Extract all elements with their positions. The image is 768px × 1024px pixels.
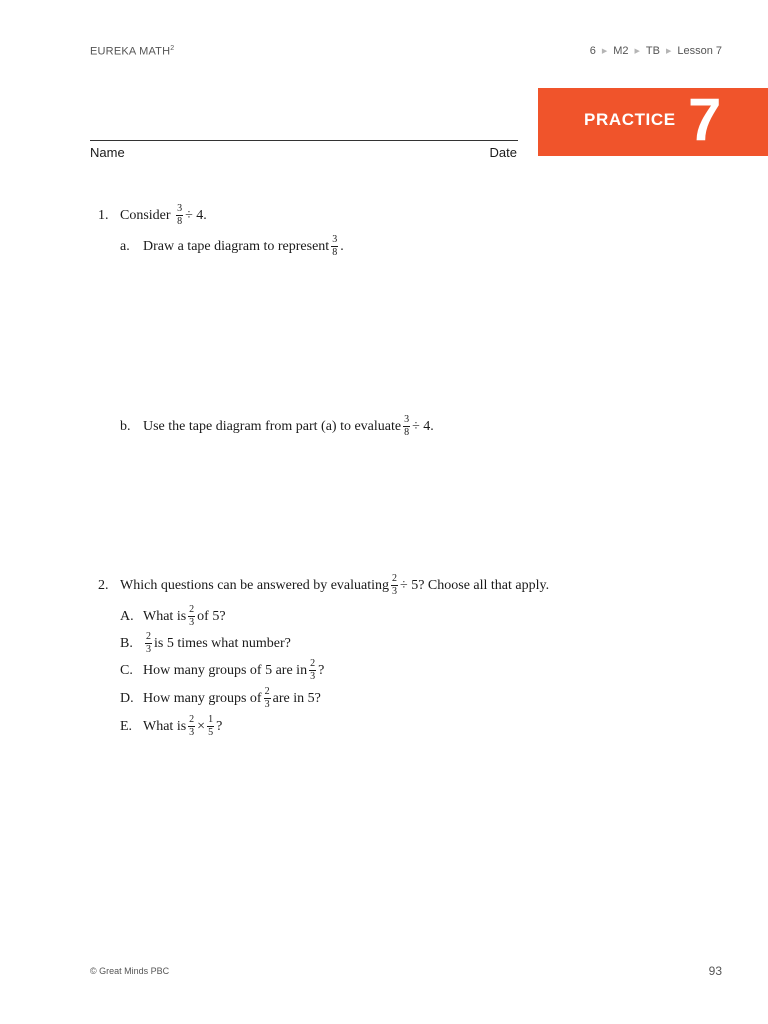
practice-banner xyxy=(538,88,768,156)
fraction: $\frac{3}{8}$ xyxy=(177,203,183,227)
option-text-tail: is 5 times what number? xyxy=(154,635,291,651)
page-number: 93 xyxy=(708,964,722,978)
option-letter: D. xyxy=(120,690,134,706)
practice-label: PRACTICE xyxy=(584,110,676,129)
option-text-tail: of 5? xyxy=(197,608,226,624)
fraction: $\frac{2}{3}$ xyxy=(146,631,151,655)
breadcrumb-lesson: Lesson 7 xyxy=(677,45,722,57)
part-text-tail: . xyxy=(340,238,344,254)
option-text-tail: ? xyxy=(318,662,325,678)
fraction: $\frac{1}{5}$ xyxy=(208,714,214,738)
breadcrumb xyxy=(590,45,722,57)
fraction: $\frac{2}{3}$ xyxy=(264,686,270,710)
option-text: How many groups of xyxy=(143,690,262,706)
fraction: $\frac{2}{3}$ xyxy=(392,573,398,597)
breadcrumb-grade: 6 xyxy=(589,45,596,57)
option-c[interactable] xyxy=(120,659,324,682)
question-text: Which questions can be answered by evaluating xyxy=(120,577,390,593)
option-text-tail: ? xyxy=(216,718,223,734)
name-date-line xyxy=(90,140,518,141)
part-letter: b. xyxy=(120,418,131,434)
option-letter: C. xyxy=(120,662,133,678)
fraction: $\frac{3}{8}$ xyxy=(404,414,410,438)
fraction: $\frac{3}{8}$ xyxy=(332,234,338,258)
option-e[interactable] xyxy=(120,715,222,738)
breadcrumb-module: M2 xyxy=(613,45,629,57)
breadcrumb-separator-icon: ▶ xyxy=(601,48,608,55)
question-1a xyxy=(120,235,344,258)
breadcrumb-book: TB xyxy=(645,45,660,57)
option-a[interactable] xyxy=(120,605,226,628)
option-text: What is xyxy=(143,608,187,624)
option-text-tail: are in 5? xyxy=(272,690,321,706)
part-letter: a. xyxy=(120,238,130,254)
option-b[interactable] xyxy=(120,632,291,655)
option-letter: B. xyxy=(120,635,133,651)
question-number: 2. xyxy=(98,577,109,593)
fraction: $\frac{2}{3}$ xyxy=(189,604,195,628)
part-text: Use the tape diagram from part (a) to evaluate xyxy=(143,418,402,434)
option-d[interactable] xyxy=(120,687,321,710)
breadcrumb-separator-icon: ▶ xyxy=(665,48,672,55)
part-text-tail: ÷ 4. xyxy=(412,418,434,434)
question-1 xyxy=(98,204,207,227)
question-1b xyxy=(120,415,434,438)
breadcrumb-separator-icon: ▶ xyxy=(634,48,640,55)
question-text-tail: ÷ 4. xyxy=(185,207,207,223)
fraction: $\frac{2}{3}$ xyxy=(310,658,316,682)
question-text: Consider xyxy=(120,207,171,223)
copyright: © Great Minds PBC xyxy=(90,966,170,976)
name-label: Name xyxy=(90,145,125,160)
option-text: What is xyxy=(143,718,187,734)
date-label: Date xyxy=(489,145,517,160)
option-text: How many groups of 5 are in xyxy=(143,662,308,678)
question-2 xyxy=(98,574,549,597)
brand-title: EUREKA MATH$^2$ xyxy=(90,45,175,58)
practice-number: 7 xyxy=(688,86,722,153)
question-number: 1. xyxy=(98,207,109,223)
fraction: $\frac{2}{3}$ xyxy=(189,714,195,738)
times-symbol: × xyxy=(197,718,206,734)
option-letter: E. xyxy=(120,718,133,734)
option-letter: A. xyxy=(120,608,134,624)
question-text-tail: ÷ 5? Choose all that apply. xyxy=(400,577,550,593)
part-text: Draw a tape diagram to represent xyxy=(143,238,330,254)
